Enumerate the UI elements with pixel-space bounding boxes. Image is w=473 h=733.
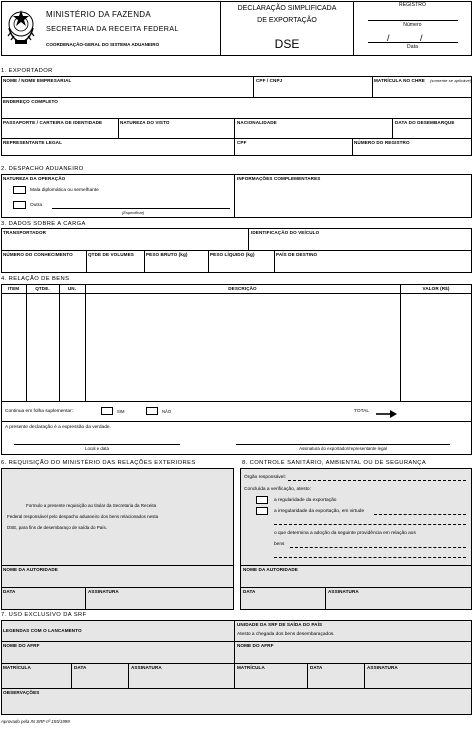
mre-assinatura-field[interactable]: ASSINATURA bbox=[88, 589, 119, 594]
coordination-name: COORDENAÇÃO-GERAL DO SISTEMA ADUANEIRO bbox=[46, 42, 160, 47]
mre-text-line: DSE, para fins de desembaraço de saída do País. bbox=[7, 525, 108, 530]
outra-input[interactable] bbox=[52, 208, 230, 209]
section-controle-title: 8. CONTROLE SANITÁRIO, AMBIENTAL OU DE SEGURANÇA bbox=[242, 460, 427, 466]
form-title-line2: DE EXPORTAÇÃO bbox=[257, 17, 317, 24]
data-label: Data bbox=[407, 44, 418, 50]
form-code: DSE bbox=[274, 37, 300, 51]
natureza-label: NATUREZA DA OPERAÇÃO bbox=[3, 176, 66, 181]
bens-label: bens bbox=[274, 542, 285, 547]
total-label: TOTAL bbox=[354, 409, 370, 414]
providencia-input[interactable] bbox=[290, 547, 466, 548]
controle-nome-autoridade-field[interactable]: NOME DA AUTORIDADE bbox=[243, 567, 298, 572]
mre-nome-autoridade-field[interactable]: NOME DA AUTORIDADE bbox=[3, 567, 58, 572]
ministry-name: MINISTÉRIO DA FAZENDA bbox=[46, 10, 151, 19]
date-separator: / bbox=[387, 33, 390, 43]
passaporte-field[interactable]: PASSAPORTE / CARTEIRA DE IDENTIDADE bbox=[3, 120, 103, 125]
volumes-field[interactable]: QTDE DE VOLUMES bbox=[88, 252, 134, 257]
info-complementares-field[interactable]: INFORMAÇÕES COMPLEMENTARES bbox=[237, 176, 321, 181]
afrf-data-field-2[interactable]: DATA bbox=[310, 665, 323, 670]
irregularidade-label: a irregularidade da exportação, em virtude bbox=[274, 509, 365, 514]
irregularidade-input[interactable] bbox=[374, 514, 466, 515]
legendas-field[interactable]: LEGENDAS COM O LANCAMENTO bbox=[3, 628, 82, 633]
section-srf-title: 7. USO EXCLUSIVO DA SRF bbox=[1, 612, 87, 618]
arrow-right-icon bbox=[376, 406, 398, 424]
section-carga-title: 3. DADOS SOBRE A CARGA bbox=[1, 221, 86, 227]
section-despacho-title: 2. DESPACHO ADUANEIRO bbox=[1, 166, 84, 172]
unidade-field[interactable]: UNIDADE DA SRF DE SAÍDA DO PAÍS bbox=[237, 622, 323, 627]
atesto-text: Atesto a chegada dos bens desembaraçados. bbox=[237, 632, 335, 637]
visto-field[interactable]: NATUREZA DO VISTO bbox=[120, 120, 170, 125]
transportador-field[interactable]: TRANSPORTADOR bbox=[3, 230, 47, 235]
registro-representante-field[interactable]: NÚMERO DO REGISTRO bbox=[354, 140, 410, 145]
destino-field[interactable]: PAÍS DE DESTINO bbox=[276, 252, 318, 257]
mre-data-field[interactable]: DATA bbox=[3, 589, 16, 594]
nome-field[interactable]: NOME / NOME EMPRESARIAL bbox=[3, 78, 72, 83]
afrf-nome-field[interactable]: NOME DO AFRF bbox=[3, 643, 40, 648]
col-qtde-header: QTDE. bbox=[35, 286, 50, 291]
numero-label: Número bbox=[403, 22, 422, 28]
assinatura-label: Assinatura do exportador/representante legal bbox=[299, 446, 387, 451]
nao-checkbox[interactable] bbox=[146, 407, 158, 415]
afrf-matricula-field[interactable]: MATRÍCULA bbox=[3, 665, 31, 670]
regularidade-checkbox[interactable] bbox=[256, 496, 268, 504]
regularidade-label: a regularidade da exportação bbox=[274, 498, 337, 503]
desembarque-field[interactable]: DATA DO DESEMBARQUE bbox=[395, 120, 455, 125]
registro-label: REGISTRO bbox=[399, 2, 426, 8]
afrf-data-field[interactable]: DATA bbox=[74, 665, 87, 670]
representante-field[interactable]: REPRESENTANTE LEGAL bbox=[3, 140, 62, 145]
mre-text-line: Federal responsável pelo despacho aduaneiro dos bens relacionados nesta bbox=[7, 514, 159, 519]
form-title: DECLARAÇÃO SIMPLIFICADA bbox=[237, 5, 337, 12]
mala-label: Mala diplomática ou semelhante bbox=[30, 188, 99, 193]
verdade-declaration: A presente declaração é a expressão da verdade. bbox=[5, 425, 111, 430]
outra-checkbox[interactable] bbox=[13, 201, 26, 209]
orgao-input[interactable] bbox=[288, 480, 466, 481]
col-un-header: UN. bbox=[67, 286, 77, 291]
coat-of-arms-logo bbox=[6, 6, 36, 46]
providencia-label: o que determina a adoção da seguinte providência em relação aos bbox=[274, 531, 416, 536]
observacoes-field[interactable]: OBSERVAÇÕES bbox=[3, 690, 40, 695]
veiculo-field[interactable]: IDENTIFICAÇÃO DO VEÍCULO bbox=[251, 230, 320, 235]
sim-checkbox[interactable] bbox=[101, 407, 113, 415]
peso-liquido-field[interactable]: PESO LÍQUIDO (kg) bbox=[210, 252, 255, 257]
peso-bruto-field[interactable]: PESO BRUTO (kg) bbox=[146, 252, 188, 257]
afrf-assinatura-field[interactable]: ASSINATURA bbox=[131, 665, 162, 670]
local-data-label: Local e data bbox=[85, 446, 109, 451]
matricula-field[interactable]: MATRÍCULA NO CHRE bbox=[374, 78, 425, 83]
mre-text-line: Formulo a presente requisição ao titular da Secretaria da Receita bbox=[26, 503, 157, 508]
endereco-field[interactable]: ENDEREÇO COMPLETO bbox=[3, 99, 58, 104]
secretariat-name: SECRETARIA DA RECEITA FEDERAL bbox=[46, 24, 179, 33]
col-item-header: ITEM bbox=[7, 286, 20, 291]
concluida-label: Concluída a verificação, atesto: bbox=[244, 487, 311, 492]
col-desc-header: DESCRIÇÃO bbox=[228, 286, 257, 291]
col-valor-header: VALOR (R$) bbox=[422, 286, 450, 291]
afrf-matricula-field-2[interactable]: MATRÍCULA bbox=[237, 665, 265, 670]
mala-checkbox[interactable] bbox=[13, 186, 26, 194]
conhecimento-field[interactable]: NÚMERO DO CONHECIMENTO bbox=[3, 252, 73, 257]
assinatura-input[interactable] bbox=[236, 444, 450, 445]
nao-label: NÃO bbox=[162, 409, 172, 414]
date-separator: / bbox=[420, 33, 423, 43]
approval-note: Aprovado pela IN SRF nº 155/1999 bbox=[1, 719, 70, 724]
especificar-hint: (Especificar) bbox=[122, 210, 145, 215]
orgao-label: Órgão responsável: bbox=[244, 475, 286, 480]
section-exportador-title: 1. EXPORTADOR bbox=[1, 68, 53, 74]
section-bens-title: 4. RELAÇÃO DE BENS bbox=[1, 276, 70, 282]
cpf-representante-field[interactable]: CPF bbox=[237, 140, 247, 145]
nacionalidade-field[interactable]: NACIONALIDADE bbox=[237, 120, 277, 125]
section-mre-title: 6. REQUISIÇÃO DO MINISTÉRIO DAS RELAÇÕES EXTERIORES bbox=[1, 460, 196, 466]
outra-label: Outra bbox=[30, 203, 42, 208]
continua-label: Continua em folha suplementar: bbox=[5, 409, 73, 414]
controle-data-field[interactable]: DATA bbox=[243, 589, 256, 594]
cpf-cnpj-field[interactable]: CPF / CNPJ bbox=[256, 78, 283, 83]
controle-assinatura-field[interactable]: ASSINATURA bbox=[328, 589, 359, 594]
sim-label: SIM bbox=[117, 409, 125, 414]
matricula-note: (somente se aplicável) bbox=[430, 78, 473, 83]
afrf-nome-field-2[interactable]: NOME DO AFRF bbox=[237, 643, 274, 648]
local-data-input[interactable] bbox=[14, 444, 180, 445]
irregularidade-checkbox[interactable] bbox=[256, 507, 268, 515]
afrf-assinatura-field-2[interactable]: ASSINATURA bbox=[367, 665, 398, 670]
